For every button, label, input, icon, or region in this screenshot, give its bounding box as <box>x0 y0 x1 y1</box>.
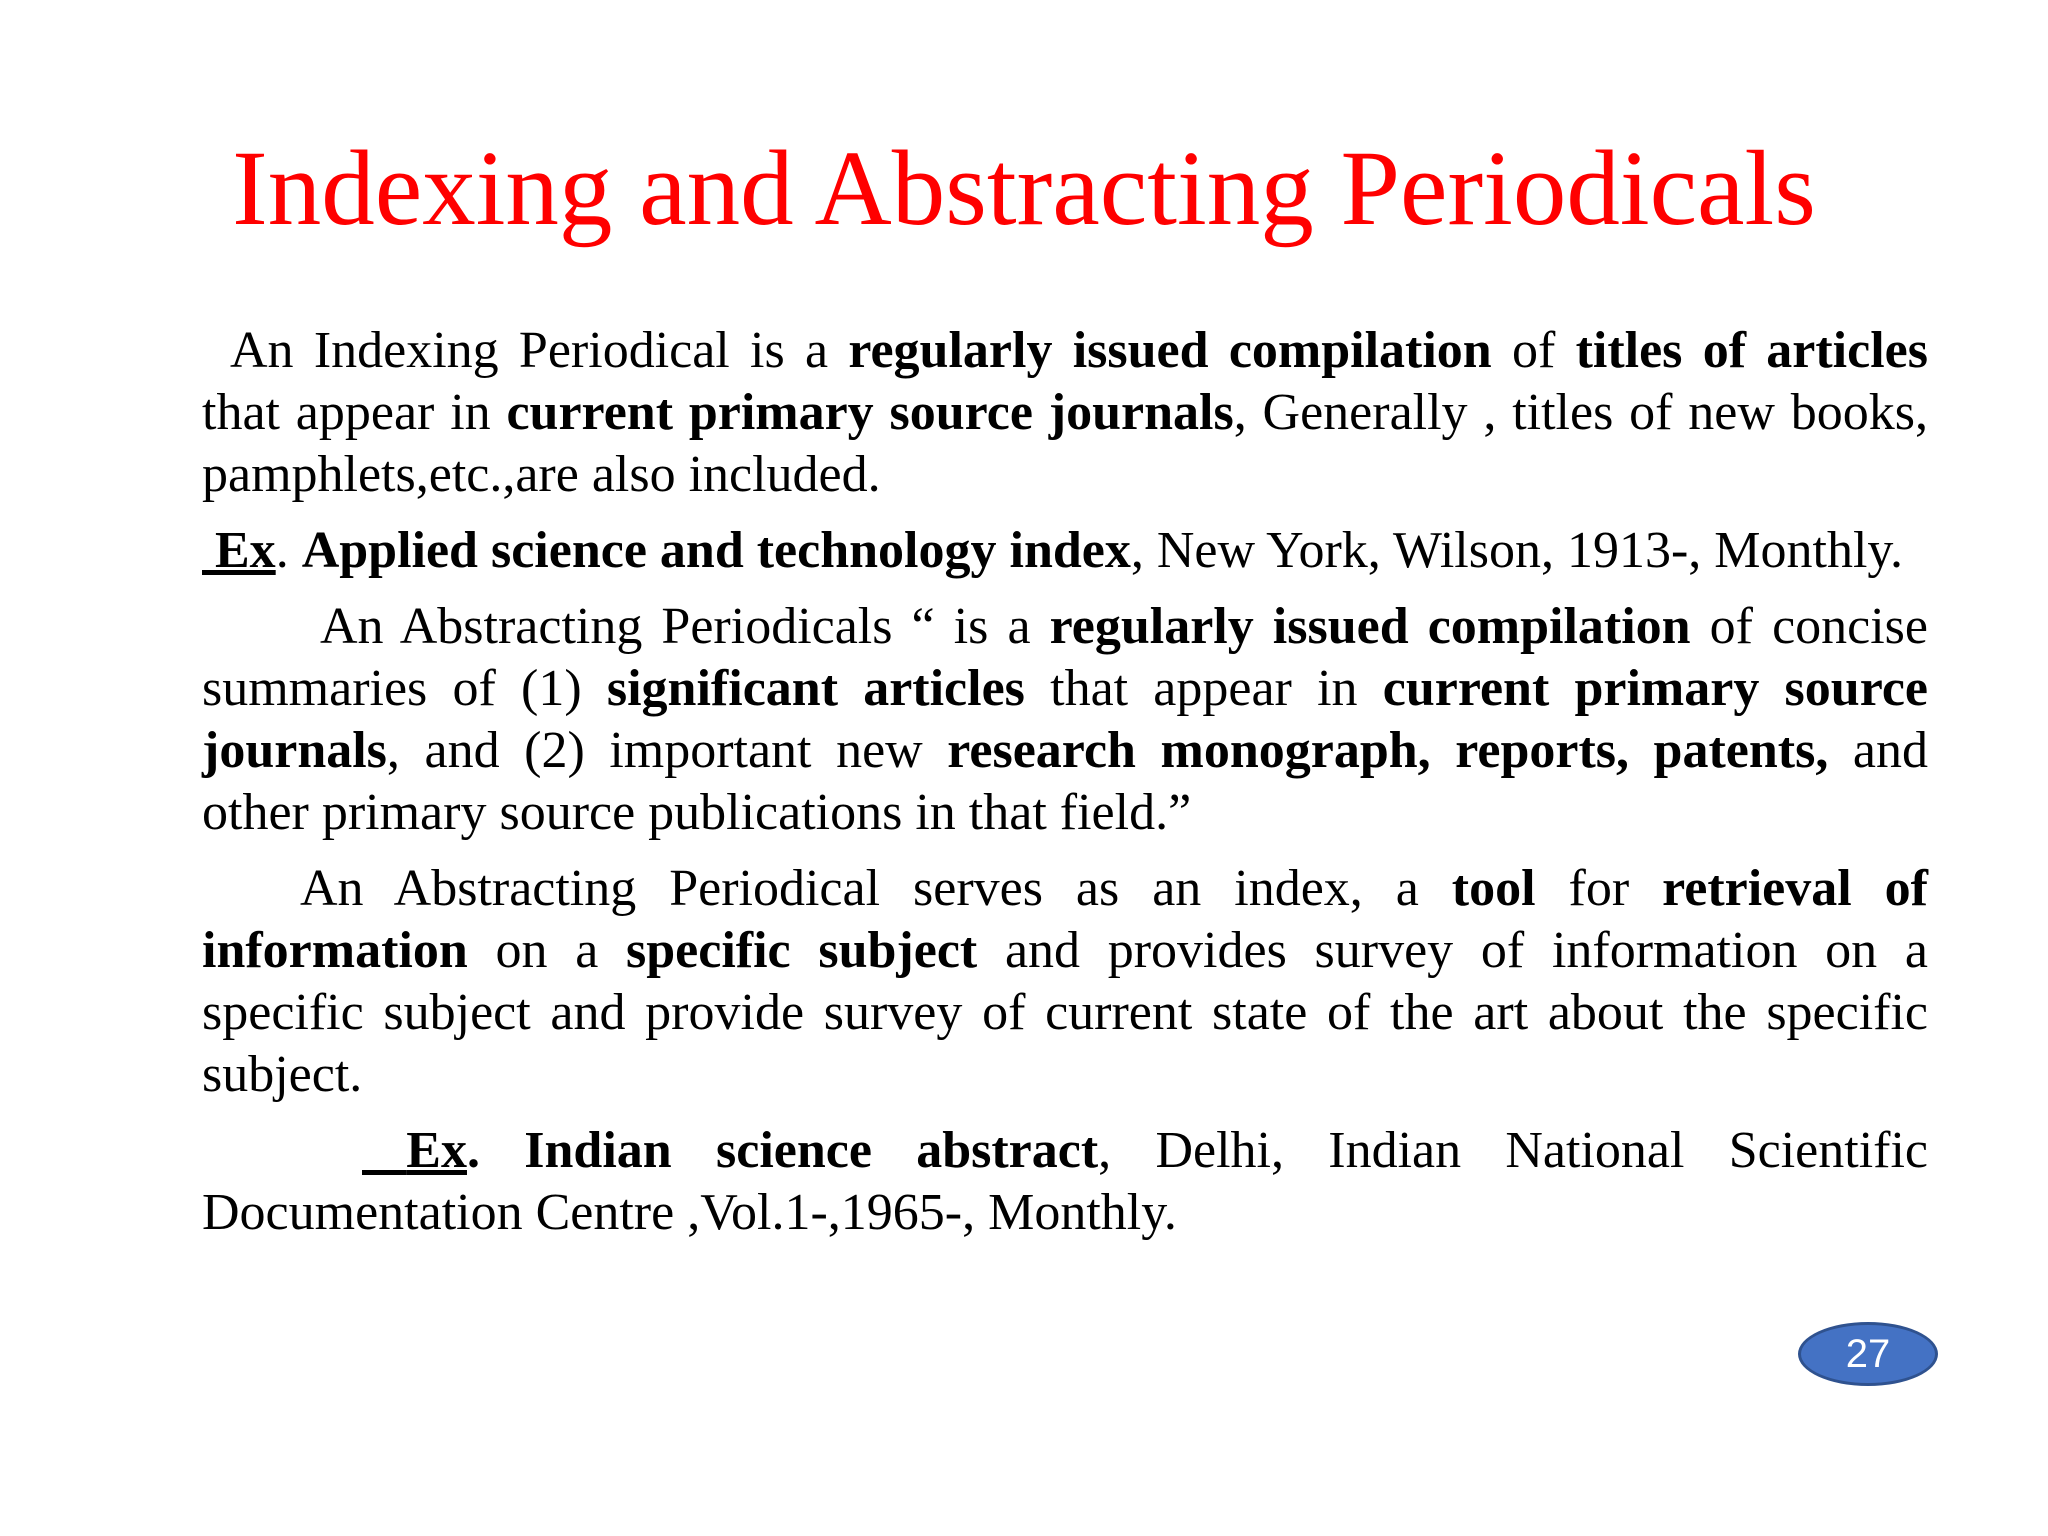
text-span: , and (2) important new <box>386 722 948 779</box>
bold-term: significant articles <box>606 660 1025 717</box>
example-label: Ex <box>406 1122 467 1179</box>
text-span: , New York, Wilson, 1913-, Monthly. <box>1130 522 1904 579</box>
bold-term: Applied science and technology index <box>301 522 1131 579</box>
example-label: Ex <box>215 522 276 579</box>
bold-term: research monograph, reports, patents, <box>947 722 1829 779</box>
text-span: that appear in <box>1024 660 1383 717</box>
bold-term: . Indian science abstract <box>466 1122 1099 1179</box>
bold-term: current primary source journals <box>202 660 1928 779</box>
text-span: , Delhi, Indian National Scientific Documentation Centre ,Vol.1-,1965-, Monthly. <box>202 1122 1928 1241</box>
text-span: for <box>1535 860 1663 917</box>
bold-term: retrieval of information <box>202 860 1928 979</box>
text-span: and other primary source publications in that field.” <box>202 722 1929 841</box>
bold-term: tool <box>1451 860 1536 917</box>
abstracting-periodical-definition <box>202 596 1928 844</box>
indexing-example <box>202 520 1928 582</box>
text-span: that appear in <box>202 384 507 441</box>
bold-term: specific subject <box>626 922 978 979</box>
text-span: of <box>1491 322 1576 379</box>
bold-term: titles of articles <box>1575 322 1928 379</box>
bold-term: current primary source journals <box>506 384 1234 441</box>
slide-body <box>202 320 1928 1244</box>
text-span: on a <box>467 922 627 979</box>
page-number-badge: 27 <box>1798 1322 1938 1386</box>
text-span: of concise summaries of (1) <box>202 598 1928 717</box>
indexing-periodical-definition <box>202 320 1928 506</box>
abstracting-periodical-purpose <box>202 858 1928 1106</box>
text-span: An Indexing Periodical is a <box>230 322 849 379</box>
slide-title: Indexing and Abstracting Periodicals <box>232 130 1816 248</box>
text-span: , Generally , titles of new books, pamphlets,etc.,are also included. <box>202 384 1928 503</box>
text-span: and provides survey of information on a specific subject and provide survey of current state of the art about the specific subject. <box>202 922 1928 1103</box>
text-span: An Abstracting Periodical serves as an index, a <box>300 860 1452 917</box>
bold-term: regularly issued compilation <box>848 322 1492 379</box>
text-span: . <box>275 522 302 579</box>
text-span: An Abstracting Periodicals “ is a <box>320 598 1050 655</box>
abstracting-example <box>202 1120 1928 1244</box>
bold-term: regularly issued compilation <box>1049 598 1691 655</box>
